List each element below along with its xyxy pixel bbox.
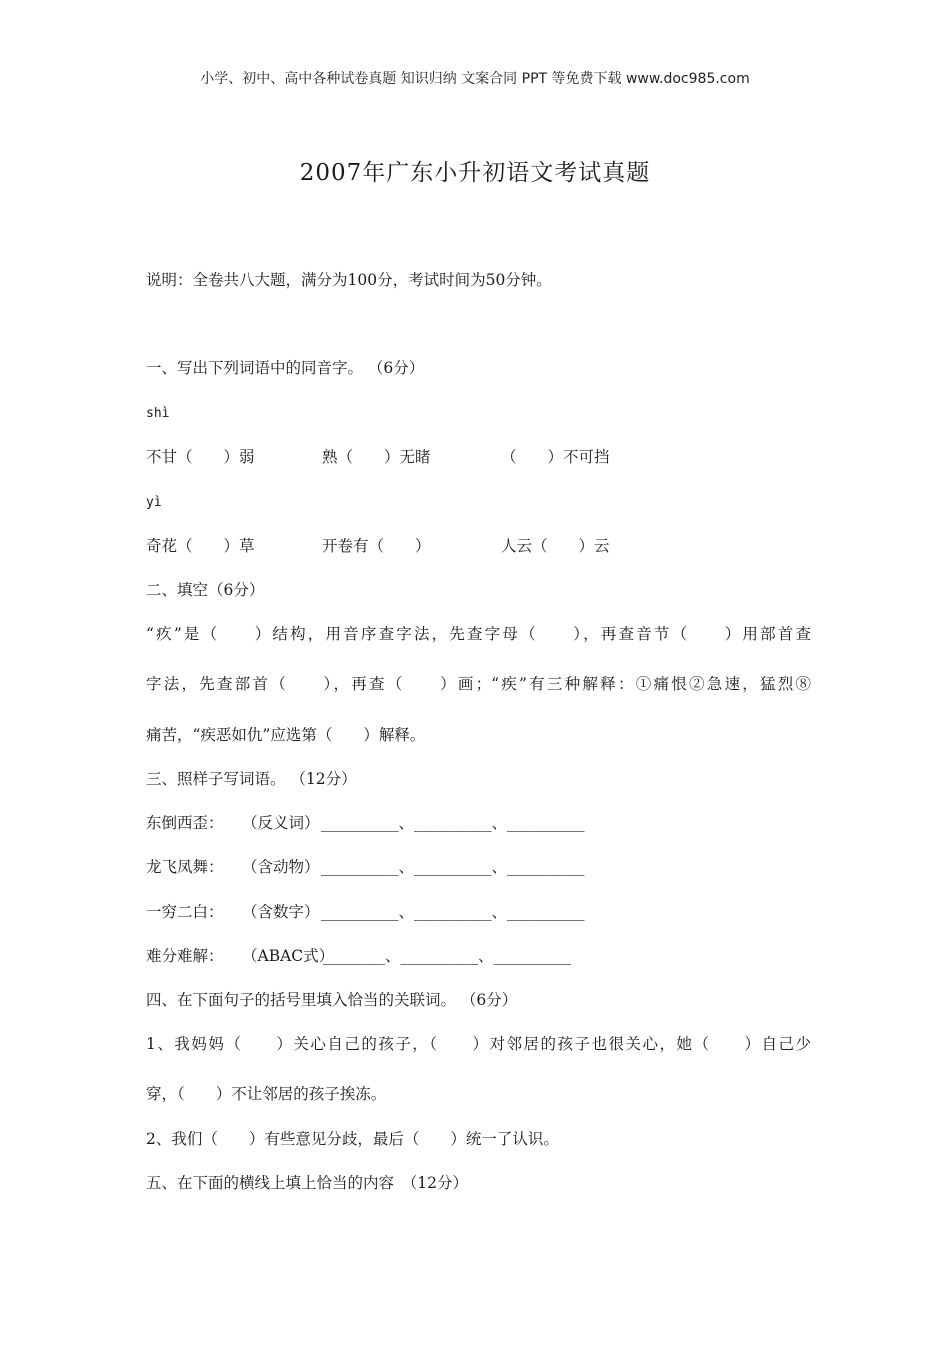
answer-blanks[interactable]: __________、__________、__________	[321, 814, 585, 832]
pattern-word: 一穷二白：	[146, 903, 224, 921]
section-2-text-line: 痛苦，“疾恶如仇”应选第（ ）解释。	[146, 726, 426, 744]
word-blank[interactable]: 奇花（ ）草	[146, 537, 255, 555]
exam-instructions: 说明：全卷共八大题，满分为100分，考试时间为50分钟。	[146, 271, 552, 289]
pinyin-yi: yì	[146, 495, 162, 510]
question-2: 2、我们（ ）有些意见分歧，最后（ ）统一了认识。	[146, 1130, 559, 1148]
question-1-line: 1、我妈妈（ ）关心自己的孩子，（ ）对邻居的孩子也很关心，她（ ）自己少	[146, 1035, 811, 1053]
answer-blanks[interactable]: __________、__________、__________	[321, 903, 585, 921]
pattern-word: 难分难解：	[146, 947, 224, 965]
answer-blanks[interactable]: __________、__________、__________	[321, 858, 585, 876]
word-blank[interactable]: 熟（ ）无睹	[322, 448, 431, 466]
word-blank[interactable]: 开卷有（ ）	[322, 537, 431, 555]
section-1-heading: 一、写出下列词语中的同音字。 （6分）	[146, 359, 425, 377]
pinyin-shi: shì	[146, 406, 170, 421]
section-2-text-line: 字法，先查部首（ ），再查（ ）画；“疾”有三种解释：①痛恨②急速，猛烈⑧	[146, 675, 811, 693]
pattern-word: 东倒西歪：	[146, 814, 224, 832]
word-blank[interactable]: 人云（ ）云	[501, 537, 610, 555]
pattern-hint: （反义词）	[242, 814, 320, 832]
answer-blanks[interactable]: ________、__________、__________	[323, 947, 572, 965]
section-5-heading: 五、在下面的横线上填上恰当的内容 （12分）	[146, 1174, 468, 1192]
section-2-text-line: “疚”是（ ）结构，用音序查字法，先查字母（ ），再查音节（ ）用部首查	[146, 625, 811, 643]
pattern-hint: （ABAC式）	[242, 947, 335, 965]
pattern-word: 龙飞凤舞：	[146, 858, 224, 876]
question-1-line: 穿，（ ）不让邻居的孩子挨冻。	[146, 1085, 387, 1103]
pattern-hint: （含动物）	[242, 858, 320, 876]
pattern-hint: （含数字）	[242, 903, 320, 921]
section-2-heading: 二、填空（6分）	[146, 581, 265, 599]
section-3-heading: 三、照样子写词语。 （12分）	[146, 770, 357, 788]
word-blank[interactable]: 不甘（ ）弱	[146, 448, 255, 466]
word-blank[interactable]: （ ）不可挡	[501, 448, 610, 466]
page-header: 小学、初中、高中各种试卷真题 知识归纳 文案合同 PPT 等免费下载 www.doc985.com	[200, 71, 750, 87]
page-title: 2007年广东小升初语文考试真题	[299, 160, 651, 186]
section-4-heading: 四、在下面句子的括号里填入恰当的关联词。 （6分）	[146, 991, 518, 1009]
